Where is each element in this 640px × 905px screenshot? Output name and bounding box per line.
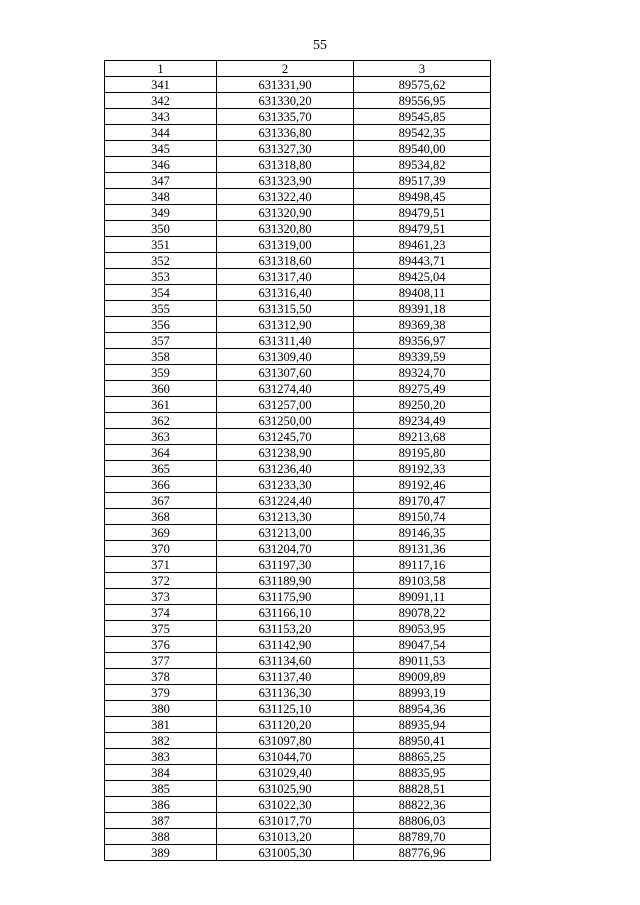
y-coordinate-cell: 89009,89 <box>354 669 491 685</box>
x-coordinate-cell: 631336,80 <box>217 125 354 141</box>
x-coordinate-cell: 631320,90 <box>217 205 354 221</box>
table-row <box>105 365 491 381</box>
table-row <box>105 333 491 349</box>
point-number-cell: 344 <box>105 125 217 141</box>
table-row <box>105 461 491 477</box>
table-header-row <box>105 61 491 77</box>
y-coordinate-cell: 88950,41 <box>354 733 491 749</box>
x-coordinate-cell: 631224,40 <box>217 493 354 509</box>
point-number-cell: 346 <box>105 157 217 173</box>
x-coordinate-cell: 631319,00 <box>217 237 354 253</box>
point-number-cell: 360 <box>105 381 217 397</box>
table-row <box>105 669 491 685</box>
y-coordinate-cell: 88822,36 <box>354 797 491 813</box>
point-number-cell: 384 <box>105 765 217 781</box>
x-coordinate-cell: 631213,30 <box>217 509 354 525</box>
page-number: 55 <box>313 38 327 53</box>
table-row <box>105 813 491 829</box>
y-coordinate-cell: 89575,62 <box>354 77 491 93</box>
x-coordinate-cell: 631213,00 <box>217 525 354 541</box>
table-row <box>105 397 491 413</box>
table-row <box>105 797 491 813</box>
x-coordinate-cell: 631134,60 <box>217 653 354 669</box>
table-row <box>105 781 491 797</box>
table-row <box>105 621 491 637</box>
y-coordinate-cell: 89150,74 <box>354 509 491 525</box>
y-coordinate-cell: 89408,11 <box>354 285 491 301</box>
x-coordinate-cell: 631245,70 <box>217 429 354 445</box>
table-row <box>105 637 491 653</box>
table-body <box>105 77 491 861</box>
point-number-cell: 389 <box>105 845 217 861</box>
y-coordinate-cell: 88954,36 <box>354 701 491 717</box>
table-row <box>105 509 491 525</box>
point-number-cell: 377 <box>105 653 217 669</box>
point-number-cell: 358 <box>105 349 217 365</box>
y-coordinate-cell: 89078,22 <box>354 605 491 621</box>
column-header-2: 2 <box>217 61 354 77</box>
y-coordinate-cell: 89479,51 <box>354 205 491 221</box>
y-coordinate-cell: 89192,33 <box>354 461 491 477</box>
y-coordinate-cell: 89369,38 <box>354 317 491 333</box>
y-coordinate-cell: 88835,95 <box>354 765 491 781</box>
x-coordinate-cell: 631318,80 <box>217 157 354 173</box>
x-coordinate-cell: 631322,40 <box>217 189 354 205</box>
point-number-cell: 351 <box>105 237 217 253</box>
table-row <box>105 493 491 509</box>
table-row <box>105 237 491 253</box>
y-coordinate-cell: 89556,95 <box>354 93 491 109</box>
x-coordinate-cell: 631204,70 <box>217 541 354 557</box>
x-coordinate-cell: 631166,10 <box>217 605 354 621</box>
y-coordinate-cell: 89047,54 <box>354 637 491 653</box>
y-coordinate-cell: 88776,96 <box>354 845 491 861</box>
table-row <box>105 157 491 173</box>
y-coordinate-cell: 89391,18 <box>354 301 491 317</box>
table-row <box>105 221 491 237</box>
x-coordinate-cell: 631236,40 <box>217 461 354 477</box>
y-coordinate-cell: 88865,25 <box>354 749 491 765</box>
table-row <box>105 477 491 493</box>
table-row <box>105 685 491 701</box>
table-row <box>105 701 491 717</box>
y-coordinate-cell: 88828,51 <box>354 781 491 797</box>
x-coordinate-cell: 631327,30 <box>217 141 354 157</box>
table-row <box>105 541 491 557</box>
y-coordinate-cell: 89545,85 <box>354 109 491 125</box>
table-row <box>105 205 491 221</box>
point-number-cell: 356 <box>105 317 217 333</box>
point-number-cell: 349 <box>105 205 217 221</box>
point-number-cell: 357 <box>105 333 217 349</box>
x-coordinate-cell: 631318,60 <box>217 253 354 269</box>
table-row <box>105 573 491 589</box>
x-coordinate-cell: 631022,30 <box>217 797 354 813</box>
x-coordinate-cell: 631233,30 <box>217 477 354 493</box>
point-number-cell: 376 <box>105 637 217 653</box>
point-number-cell: 359 <box>105 365 217 381</box>
point-number-cell: 354 <box>105 285 217 301</box>
point-number-cell: 379 <box>105 685 217 701</box>
point-number-cell: 350 <box>105 221 217 237</box>
coordinates-table <box>104 60 491 861</box>
point-number-cell: 353 <box>105 269 217 285</box>
y-coordinate-cell: 88993,19 <box>354 685 491 701</box>
y-coordinate-cell: 89498,45 <box>354 189 491 205</box>
point-number-cell: 373 <box>105 589 217 605</box>
x-coordinate-cell: 631137,40 <box>217 669 354 685</box>
point-number-cell: 348 <box>105 189 217 205</box>
point-number-cell: 381 <box>105 717 217 733</box>
table-row <box>105 525 491 541</box>
x-coordinate-cell: 631136,30 <box>217 685 354 701</box>
y-coordinate-cell: 89234,49 <box>354 413 491 429</box>
table-row <box>105 141 491 157</box>
point-number-cell: 363 <box>105 429 217 445</box>
point-number-cell: 383 <box>105 749 217 765</box>
x-coordinate-cell: 631029,40 <box>217 765 354 781</box>
y-coordinate-cell: 89443,71 <box>354 253 491 269</box>
y-coordinate-cell: 89425,04 <box>354 269 491 285</box>
point-number-cell: 364 <box>105 445 217 461</box>
point-number-cell: 370 <box>105 541 217 557</box>
x-coordinate-cell: 631005,30 <box>217 845 354 861</box>
x-coordinate-cell: 631323,90 <box>217 173 354 189</box>
point-number-cell: 361 <box>105 397 217 413</box>
x-coordinate-cell: 631274,40 <box>217 381 354 397</box>
table-row <box>105 189 491 205</box>
y-coordinate-cell: 88806,03 <box>354 813 491 829</box>
point-number-cell: 385 <box>105 781 217 797</box>
x-coordinate-cell: 631320,80 <box>217 221 354 237</box>
point-number-cell: 367 <box>105 493 217 509</box>
table-row <box>105 285 491 301</box>
table-row <box>105 349 491 365</box>
x-coordinate-cell: 631175,90 <box>217 589 354 605</box>
x-coordinate-cell: 631025,90 <box>217 781 354 797</box>
point-number-cell: 386 <box>105 797 217 813</box>
y-coordinate-cell: 89103,58 <box>354 573 491 589</box>
point-number-cell: 341 <box>105 77 217 93</box>
table-row <box>105 125 491 141</box>
table-row <box>105 653 491 669</box>
y-coordinate-cell: 89339,59 <box>354 349 491 365</box>
x-coordinate-cell: 631120,20 <box>217 717 354 733</box>
y-coordinate-cell: 88789,70 <box>354 829 491 845</box>
x-coordinate-cell: 631312,90 <box>217 317 354 333</box>
y-coordinate-cell: 89540,00 <box>354 141 491 157</box>
x-coordinate-cell: 631257,00 <box>217 397 354 413</box>
x-coordinate-cell: 631189,90 <box>217 573 354 589</box>
y-coordinate-cell: 89213,68 <box>354 429 491 445</box>
point-number-cell: 378 <box>105 669 217 685</box>
table-row <box>105 589 491 605</box>
point-number-cell: 343 <box>105 109 217 125</box>
table-row <box>105 381 491 397</box>
x-coordinate-cell: 631013,20 <box>217 829 354 845</box>
point-number-cell: 366 <box>105 477 217 493</box>
y-coordinate-cell: 89542,35 <box>354 125 491 141</box>
x-coordinate-cell: 631317,40 <box>217 269 354 285</box>
point-number-cell: 362 <box>105 413 217 429</box>
y-coordinate-cell: 88935,94 <box>354 717 491 733</box>
point-number-cell: 382 <box>105 733 217 749</box>
x-coordinate-cell: 631250,00 <box>217 413 354 429</box>
table-row <box>105 413 491 429</box>
table-row <box>105 717 491 733</box>
point-number-cell: 345 <box>105 141 217 157</box>
point-number-cell: 388 <box>105 829 217 845</box>
table-row <box>105 733 491 749</box>
y-coordinate-cell: 89192,46 <box>354 477 491 493</box>
y-coordinate-cell: 89053,95 <box>354 621 491 637</box>
point-number-cell: 365 <box>105 461 217 477</box>
x-coordinate-cell: 631142,90 <box>217 637 354 653</box>
y-coordinate-cell: 89091,11 <box>354 589 491 605</box>
column-header-3: 3 <box>354 61 491 77</box>
point-number-cell: 387 <box>105 813 217 829</box>
table-row <box>105 445 491 461</box>
point-number-cell: 355 <box>105 301 217 317</box>
point-number-cell: 347 <box>105 173 217 189</box>
x-coordinate-cell: 631017,70 <box>217 813 354 829</box>
table-row <box>105 253 491 269</box>
x-coordinate-cell: 631238,90 <box>217 445 354 461</box>
table-row <box>105 317 491 333</box>
x-coordinate-cell: 631307,60 <box>217 365 354 381</box>
y-coordinate-cell: 89479,51 <box>354 221 491 237</box>
y-coordinate-cell: 89195,80 <box>354 445 491 461</box>
x-coordinate-cell: 631335,70 <box>217 109 354 125</box>
table-row <box>105 557 491 573</box>
point-number-cell: 374 <box>105 605 217 621</box>
table-row <box>105 301 491 317</box>
x-coordinate-cell: 631097,80 <box>217 733 354 749</box>
x-coordinate-cell: 631044,70 <box>217 749 354 765</box>
table-row <box>105 173 491 189</box>
column-header-1: 1 <box>105 61 217 77</box>
y-coordinate-cell: 89117,16 <box>354 557 491 573</box>
x-coordinate-cell: 631153,20 <box>217 621 354 637</box>
table-row <box>105 269 491 285</box>
table-row <box>105 429 491 445</box>
y-coordinate-cell: 89275,49 <box>354 381 491 397</box>
y-coordinate-cell: 89324,70 <box>354 365 491 381</box>
y-coordinate-cell: 89011,53 <box>354 653 491 669</box>
y-coordinate-cell: 89250,20 <box>354 397 491 413</box>
x-coordinate-cell: 631330,20 <box>217 93 354 109</box>
x-coordinate-cell: 631316,40 <box>217 285 354 301</box>
point-number-cell: 375 <box>105 621 217 637</box>
table-row <box>105 749 491 765</box>
y-coordinate-cell: 89461,23 <box>354 237 491 253</box>
x-coordinate-cell: 631315,50 <box>217 301 354 317</box>
table-row <box>105 765 491 781</box>
y-coordinate-cell: 89534,82 <box>354 157 491 173</box>
y-coordinate-cell: 89356,97 <box>354 333 491 349</box>
table-row <box>105 829 491 845</box>
point-number-cell: 372 <box>105 573 217 589</box>
point-number-cell: 369 <box>105 525 217 541</box>
y-coordinate-cell: 89146,35 <box>354 525 491 541</box>
table-row <box>105 77 491 93</box>
x-coordinate-cell: 631309,40 <box>217 349 354 365</box>
x-coordinate-cell: 631331,90 <box>217 77 354 93</box>
y-coordinate-cell: 89131,36 <box>354 541 491 557</box>
x-coordinate-cell: 631125,10 <box>217 701 354 717</box>
y-coordinate-cell: 89170,47 <box>354 493 491 509</box>
table-row <box>105 605 491 621</box>
table-row <box>105 93 491 109</box>
y-coordinate-cell: 89517,39 <box>354 173 491 189</box>
point-number-cell: 368 <box>105 509 217 525</box>
x-coordinate-cell: 631197,30 <box>217 557 354 573</box>
table-row <box>105 109 491 125</box>
table-row <box>105 845 491 861</box>
point-number-cell: 380 <box>105 701 217 717</box>
point-number-cell: 342 <box>105 93 217 109</box>
point-number-cell: 352 <box>105 253 217 269</box>
point-number-cell: 371 <box>105 557 217 573</box>
x-coordinate-cell: 631311,40 <box>217 333 354 349</box>
